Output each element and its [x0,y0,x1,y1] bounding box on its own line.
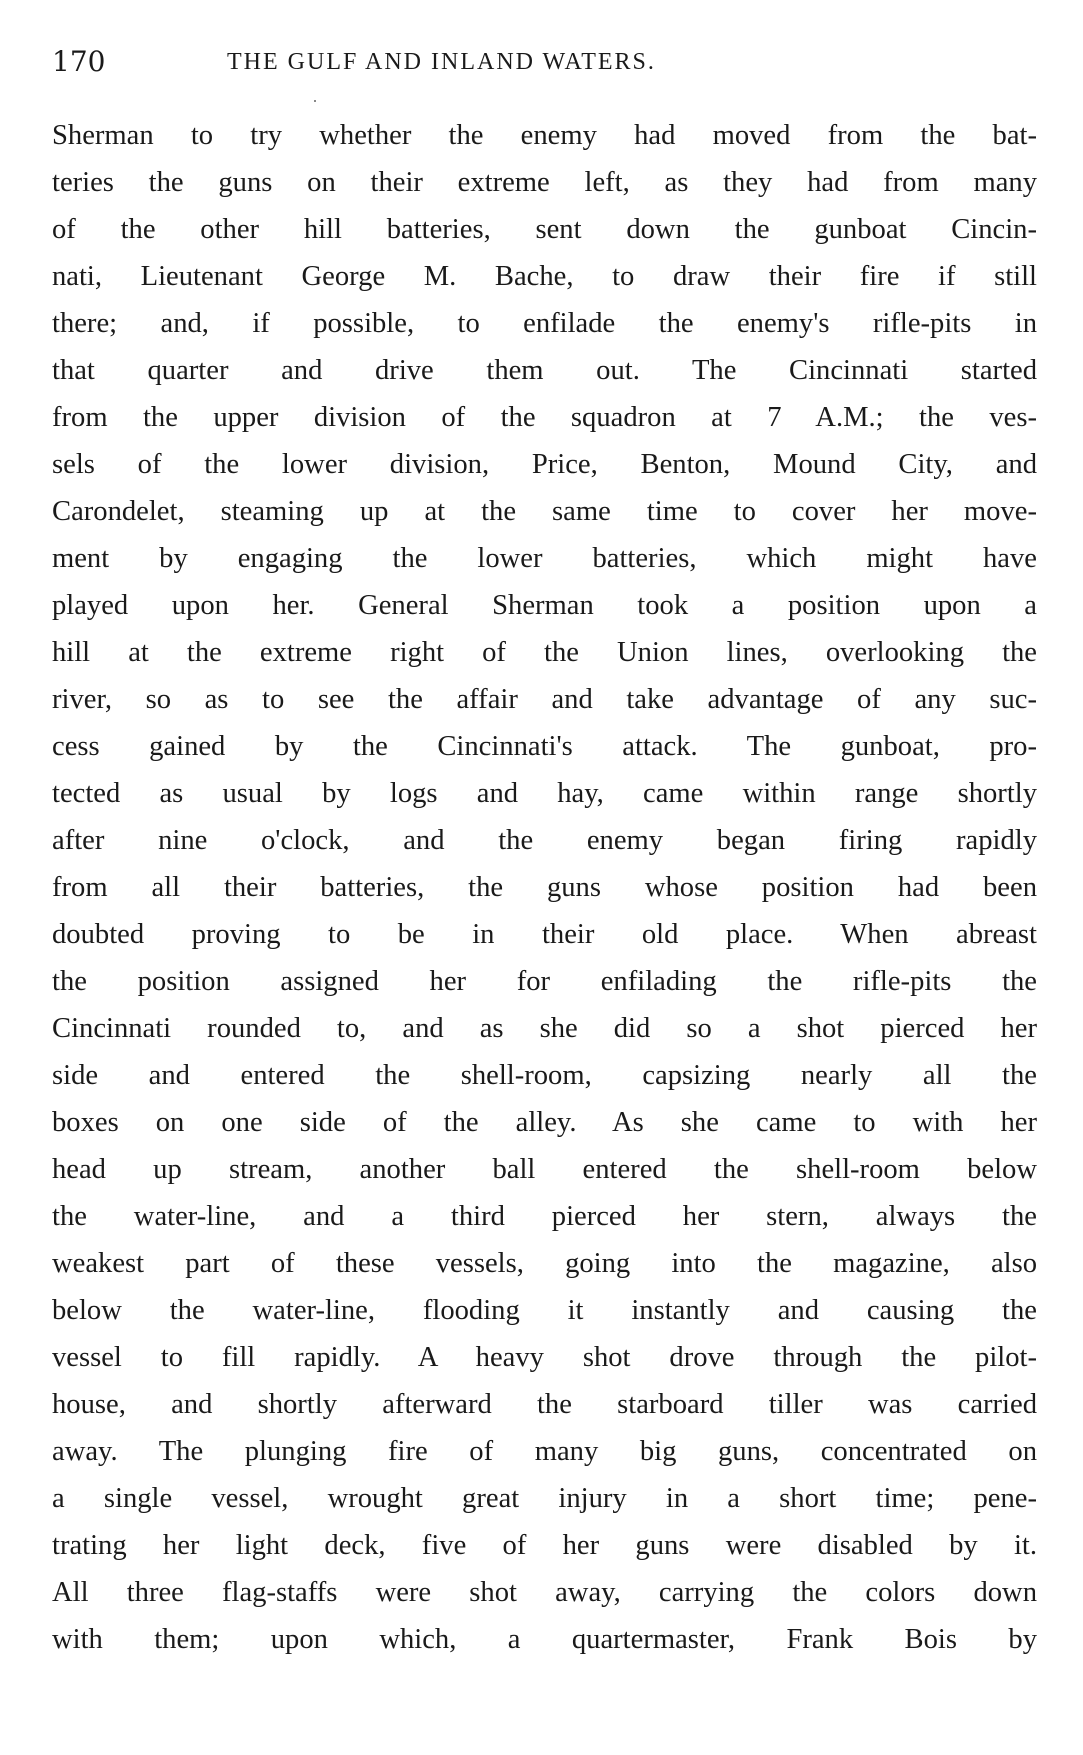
running-title: THE GULF AND INLAND WATERS. [227,49,656,75]
text-line: cess gained by the Cincinnati's attack. The gunboat, pro- [52,731,1037,762]
text-line: weakest part of these vessels, going into the magazine, also [52,1248,1037,1279]
text-line: that quarter and drive them out. The Cincinnati started [52,355,1037,386]
text-line: house, and shortly afterward the starboard tiller was carried [52,1389,1037,1420]
text-line: from all their batteries, the guns whose position had been [52,872,1037,903]
text-line: boxes on one side of the alley. As she came to with her [52,1107,1037,1138]
text-line: the position assigned her for enfilading the rifle-pits the [52,966,1037,997]
text-line: side and entered the shell-room, capsizing nearly all the [52,1060,1037,1091]
text-line: teries the guns on their extreme left, as they had from many [52,167,1037,198]
text-line: away. The plunging fire of many big guns, concentrated on [52,1436,1037,1467]
text-line: sels of the lower division, Price, Benton, Mound City, and [52,449,1037,480]
body-text [52,112,1037,1663]
text-line: of the other hill batteries, sent down the gunboat Cincin- [52,214,1037,245]
text-line: head up stream, another ball entered the shell-room below [52,1154,1037,1185]
text-line: hill at the extreme right of the Union lines, overlooking the [52,637,1037,668]
text-line: vessel to fill rapidly. A heavy shot drove through the pilot- [52,1342,1037,1373]
text-line: after nine o'clock, and the enemy began firing rapidly [52,825,1037,856]
text-line: there; and, if possible, to enfilade the enemy's rifle-pits in [52,308,1037,339]
page-number: 170 [52,45,106,78]
text-line: a single vessel, wrought great injury in a short time; pene- [52,1483,1037,1514]
text-line: Carondelet, steaming up at the same time to cover her move- [52,496,1037,527]
text-line: doubted proving to be in their old place. When abreast [52,919,1037,950]
text-line: from the upper division of the squadron at 7 A.M.; the ves- [52,402,1037,433]
print-speck [314,100,316,102]
text-line: the water-line, and a third pierced her stern, always the [52,1201,1037,1232]
text-line: played upon her. General Sherman took a position upon a [52,590,1037,621]
text-line: Sherman to try whether the enemy had moved from the bat- [52,120,1037,151]
text-line: below the water-line, flooding it instantly and causing the [52,1295,1037,1326]
running-head [52,42,982,82]
text-line: All three flag-staffs were shot away, carrying the colors down [52,1577,1037,1608]
text-line: with them; upon which, a quartermaster, Frank Bois by [52,1624,1037,1655]
text-line: tected as usual by logs and hay, came within range shortly [52,778,1037,809]
text-line: nati, Lieutenant George M. Bache, to draw their fire if still [52,261,1037,292]
text-line: river, so as to see the affair and take advantage of any suc- [52,684,1037,715]
text-line: Cincinnati rounded to, and as she did so a shot pierced her [52,1013,1037,1044]
text-line: ment by engaging the lower batteries, which might have [52,543,1037,574]
text-line: trating her light deck, five of her guns were disabled by it. [52,1530,1037,1561]
